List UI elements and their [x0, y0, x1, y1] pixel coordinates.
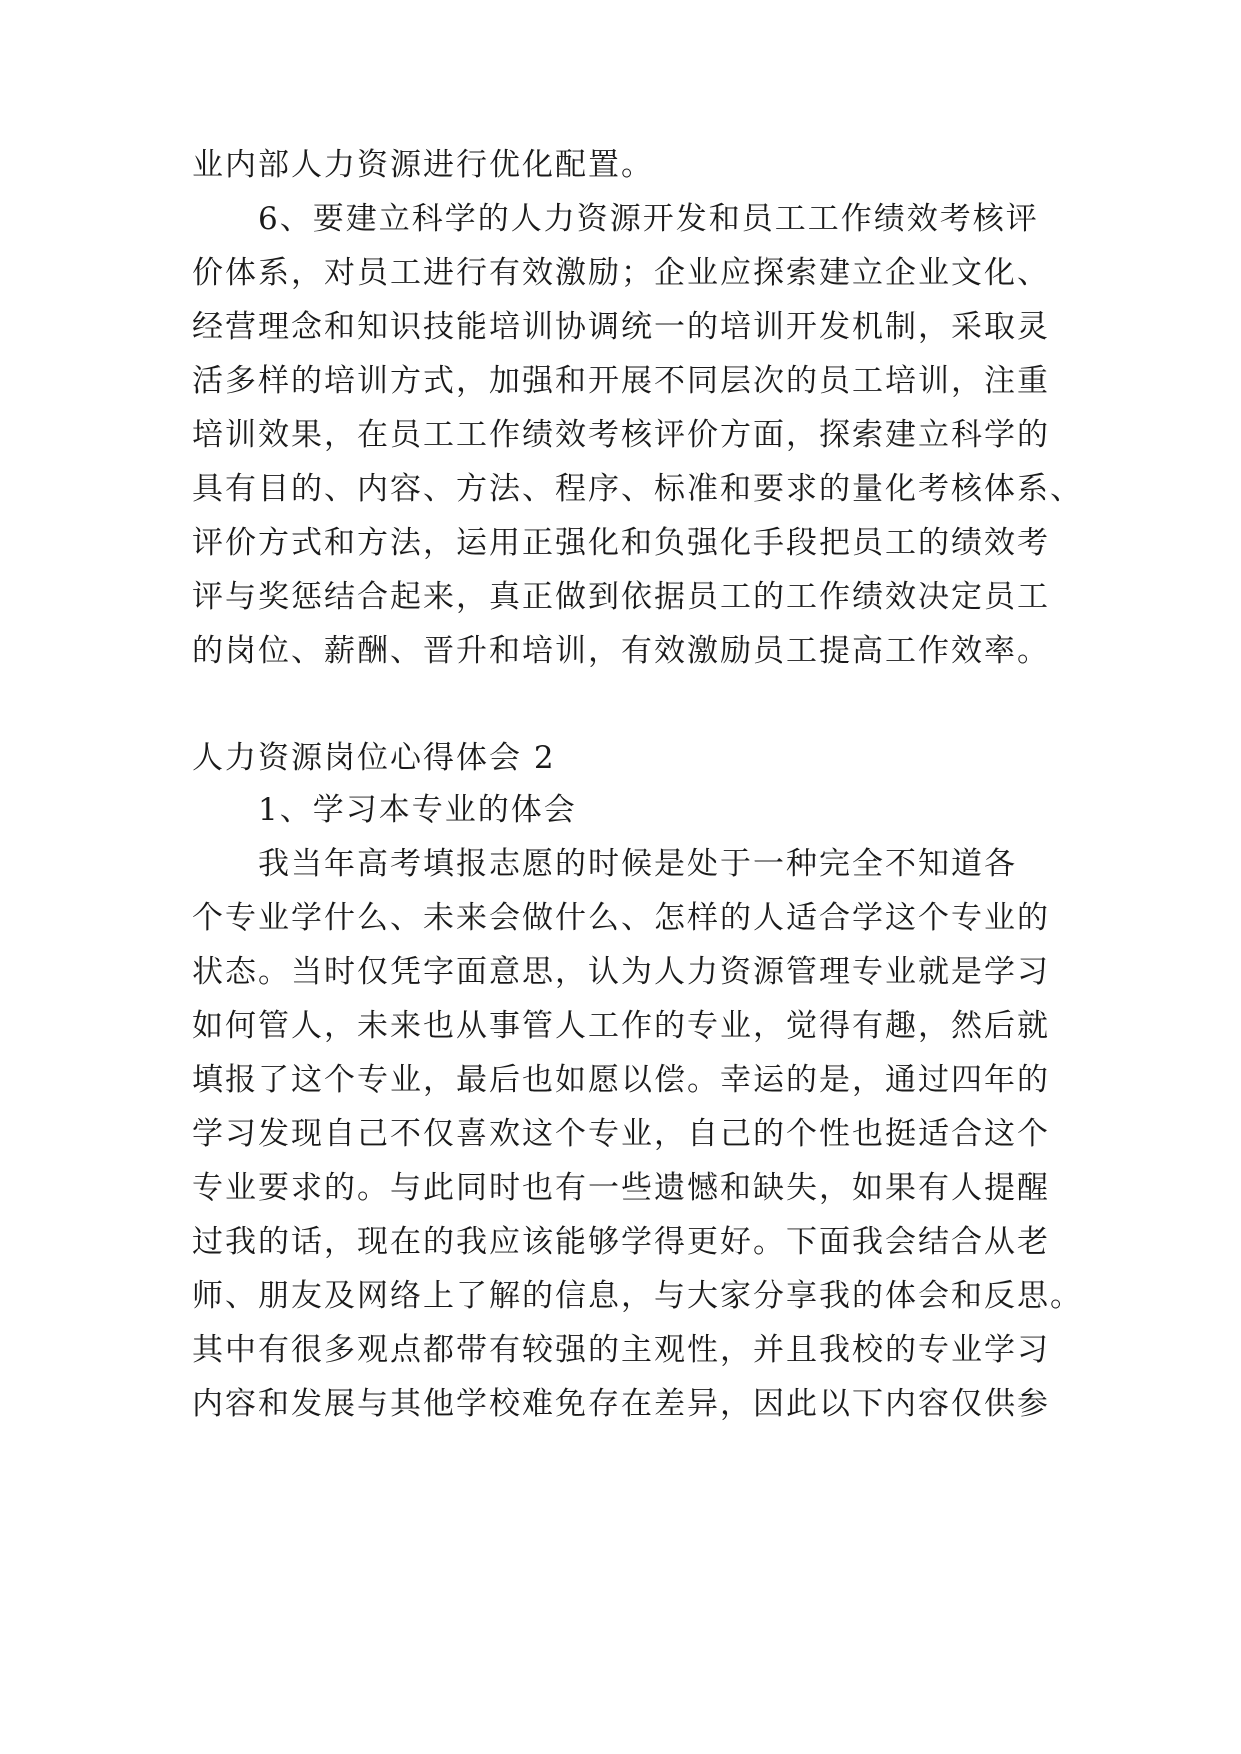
- paragraph-line: 我当年高考填报志愿的时候是处于一种完全不知道各: [258, 846, 1017, 882]
- paragraph-line: 填报了这个专业，最后也如愿以偿。幸运的是，通过四年的: [192, 1062, 1050, 1098]
- section-heading: 人力资源岗位心得体会 2: [192, 740, 556, 776]
- paragraph-line: 的岗位、薪酬、晋升和培训，有效激励员工提高工作效率。: [192, 633, 1050, 669]
- paragraph-line: 评与奖惩结合起来，真正做到依据员工的工作绩效决定员工: [192, 579, 1050, 615]
- paragraph-line: 个专业学什么、未来会做什么、怎样的人适合学这个专业的: [192, 900, 1050, 936]
- paragraph-line: 状态。当时仅凭字面意思，认为人力资源管理专业就是学习: [192, 954, 1050, 990]
- paragraph-line: 活多样的培训方式，加强和开展不同层次的员工培训，注重: [192, 363, 1050, 399]
- paragraph-line: 培训效果，在员工工作绩效考核评价方面，探索建立科学的: [192, 417, 1050, 453]
- paragraph-line: 其中有很多观点都带有较强的主观性，并且我校的专业学习: [192, 1332, 1050, 1368]
- paragraph-line: 经营理念和知识技能培训协调统一的培训开发机制，采取灵: [192, 309, 1050, 345]
- paragraph-line: 学习发现自己不仅喜欢这个专业，自己的个性也挺适合这个: [192, 1116, 1050, 1152]
- paragraph-line: 评价方式和方法，运用正强化和负强化手段把员工的绩效考: [192, 525, 1050, 561]
- paragraph-line: 6、要建立科学的人力资源开发和员工工作绩效考核评: [258, 201, 1039, 237]
- paragraph-line: 价体系，对员工进行有效激励；企业应探索建立企业文化、: [192, 255, 1050, 291]
- paragraph-line: 具有目的、内容、方法、程序、标准和要求的量化考核体系、: [192, 471, 1083, 507]
- paragraph-line: 内容和发展与其他学校难免存在差异，因此以下内容仅供参: [192, 1386, 1050, 1422]
- paragraph-line: 专业要求的。与此同时也有一些遗憾和缺失，如果有人提醒: [192, 1170, 1050, 1206]
- paragraph-line: 过我的话，现在的我应该能够学得更好。下面我会结合从老: [192, 1224, 1050, 1260]
- subsection-heading: 1、学习本专业的体会: [258, 792, 577, 828]
- paragraph-line: 师、朋友及网络上了解的信息，与大家分享我的体会和反思。: [192, 1278, 1083, 1314]
- paragraph-line: 业内部人力资源进行优化配置。: [192, 147, 654, 183]
- paragraph-line: 如何管人，未来也从事管人工作的专业，觉得有趣，然后就: [192, 1008, 1050, 1044]
